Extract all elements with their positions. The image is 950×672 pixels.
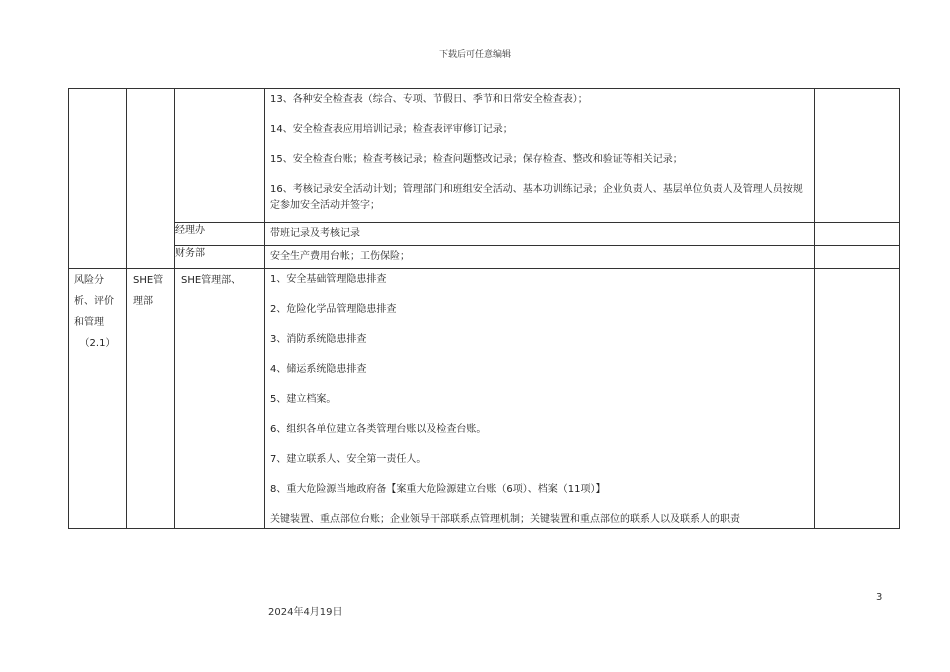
list-item: 带班记录及考核记录 <box>270 228 360 239</box>
dept-cell <box>175 223 265 246</box>
page-number: 3 <box>876 592 883 603</box>
responsible-cell <box>127 89 175 269</box>
table-row <box>69 223 900 246</box>
items-cell <box>265 223 815 246</box>
list-item: 6、组织各单位建立各类管理台账以及检查台账。 <box>270 424 487 435</box>
list-item: 关键装置、重点部位台账；企业领导干部联系点管理机制；关键装置和重点部位的联系人以及联系人的职责 <box>270 514 740 525</box>
remarks-cell <box>815 246 900 269</box>
responsible-label: SHE管理部 <box>133 275 164 307</box>
responsible-cell <box>127 269 175 529</box>
remarks-cell <box>815 223 900 246</box>
items-cell <box>265 269 815 529</box>
table-row <box>69 269 900 529</box>
dept-cell <box>175 246 265 269</box>
dept-cell <box>175 89 265 223</box>
dept-label: 经理办 <box>175 225 205 236</box>
dept-label: SHE管理部、 <box>181 275 242 286</box>
list-item: 4、储运系统隐患排查 <box>270 364 367 375</box>
category-code: （2.1） <box>79 338 116 349</box>
dept-label: 财务部 <box>175 248 205 259</box>
list-item: 2、危险化学品管理隐患排查 <box>270 304 397 315</box>
dept-cell <box>175 269 265 529</box>
list-item: 14、安全检查表应用培训记录；检查表评审修订记录； <box>270 124 513 135</box>
document-table <box>68 88 900 529</box>
list-item: 13、各种安全检查表（综合、专项、节假日、季节和日常安全检查表）； <box>270 94 588 105</box>
items-cell <box>265 89 815 223</box>
remarks-cell <box>815 89 900 223</box>
list-item: 安全生产费用台帐；工伤保险； <box>270 251 410 262</box>
list-item: 1、安全基础管理隐患排查 <box>270 274 387 285</box>
table-row <box>69 246 900 269</box>
category-cell <box>69 89 127 269</box>
remarks-cell <box>815 269 900 529</box>
header-note: 下载后可任意编辑 <box>438 50 511 60</box>
category-cell <box>69 269 127 529</box>
list-item: 8、重大危险源当地政府备【案重大危险源建立台账（6项）、档案（11项）】 <box>270 484 606 495</box>
list-item: 5、建立档案。 <box>270 394 337 405</box>
list-item: 16、考核记录安全活动计划；管理部门和班组安全活动、基本功训练记录；企业负责人、基层单位负责人及管理人员按规定参加安全活动并签字； <box>270 184 803 211</box>
category-label: 风险分析、评价和管理 <box>74 275 114 328</box>
items-cell <box>265 246 815 269</box>
list-item: 3、消防系统隐患排查 <box>270 334 367 345</box>
list-item: 7、建立联系人、安全第一责任人。 <box>270 454 427 465</box>
footer-date: 2024年4月19日 <box>268 607 343 618</box>
table-row <box>69 89 900 223</box>
list-item: 15、安全检查台账；检查考核记录；检查问题整改记录；保存检查、整改和验证等相关记录； <box>270 154 683 165</box>
